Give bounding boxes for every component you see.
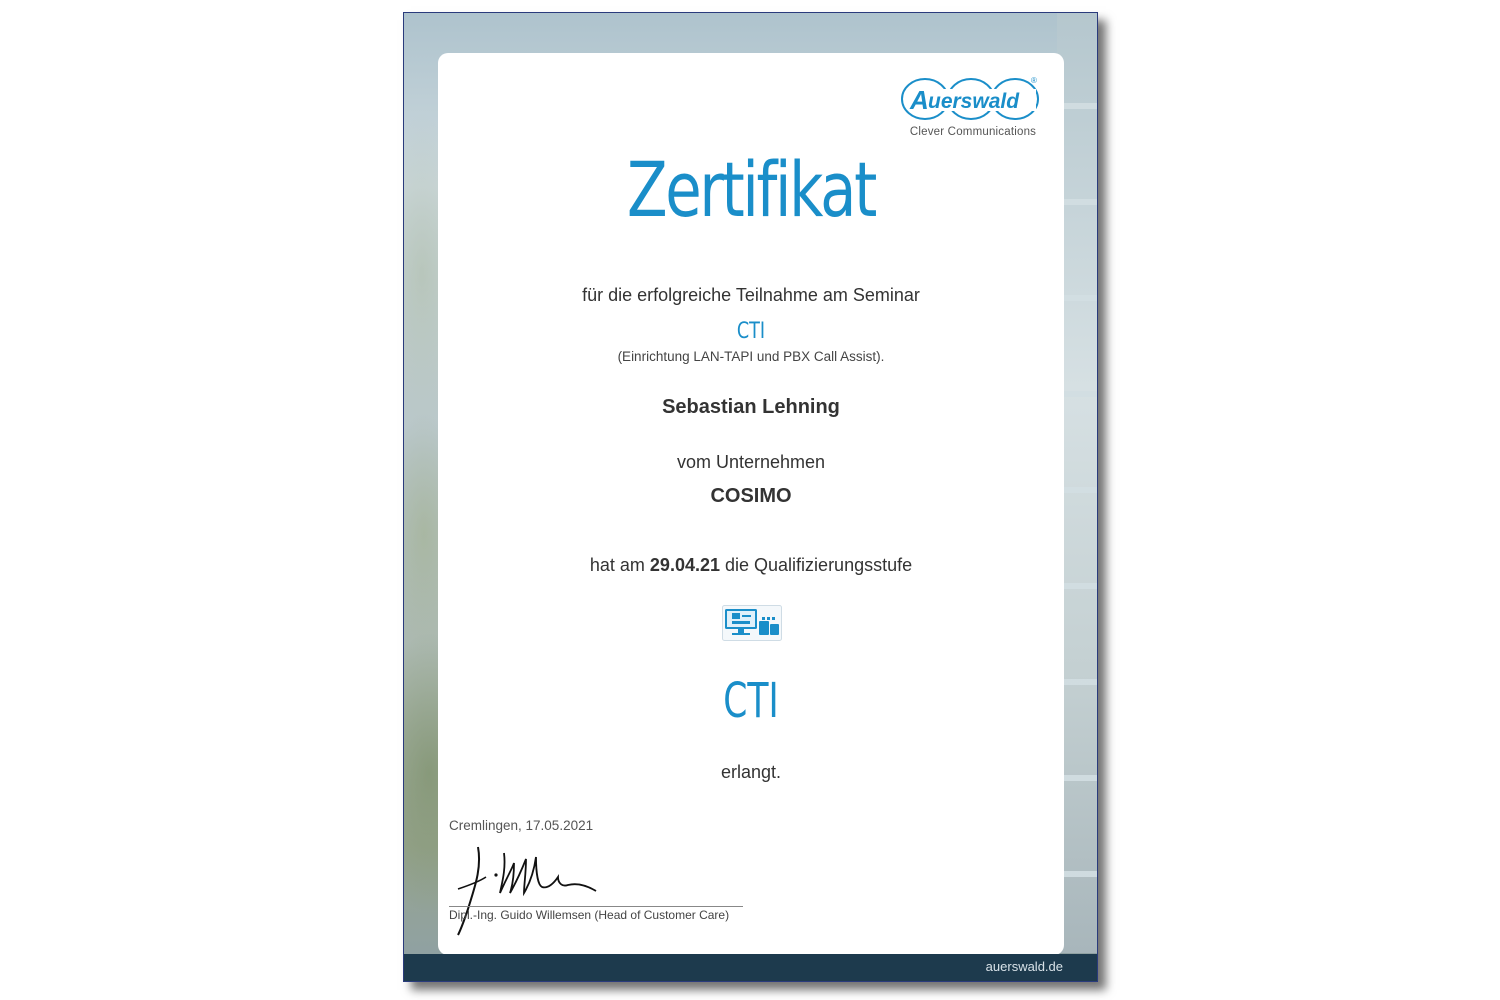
certificate-sheet: [403, 12, 1098, 982]
closing-text: erlangt.: [720, 762, 782, 782]
certificate-title: Zertifikat: [627, 145, 875, 234]
signature-line: [449, 906, 743, 907]
participant-name: Sebastian Lehning: [662, 396, 840, 418]
computer-telephony-icon: [722, 605, 782, 641]
place-and-date: Cremlingen, 17.05.2021: [449, 818, 594, 833]
logo-tagline: Clever Communications: [909, 126, 1037, 138]
svg-text:uerswald: uerswald: [928, 90, 1020, 113]
seminar-name: CTI: [736, 319, 766, 344]
certificate-card: [438, 53, 1064, 955]
qualification-date-line: [438, 555, 1064, 576]
qualification-date: 29.04.21: [649, 555, 720, 575]
company-name: COSIMO: [710, 485, 792, 507]
svg-text:®: ®: [1031, 76, 1037, 85]
svg-text:A: A: [910, 85, 929, 115]
seminar-description: (Einrichtung LAN-TAPI und PBX Call Assist).: [617, 349, 885, 364]
footer-bar: [404, 954, 1097, 981]
signer-name: Dipl.-Ing. Guido Willemsen (Head of Customer Care): [449, 908, 730, 922]
intro-text: für die erfolgreiche Teilnahme am Seminar: [582, 285, 920, 305]
website-url: auerswald.de: [985, 959, 1063, 974]
company-intro: vom Unternehmen: [676, 452, 826, 472]
qualification-level: CTI: [723, 673, 779, 729]
date-prefix: hat am: [589, 555, 645, 575]
handwritten-signature: [450, 839, 610, 939]
date-suffix: die Qualifizierungsstufe: [725, 555, 913, 575]
